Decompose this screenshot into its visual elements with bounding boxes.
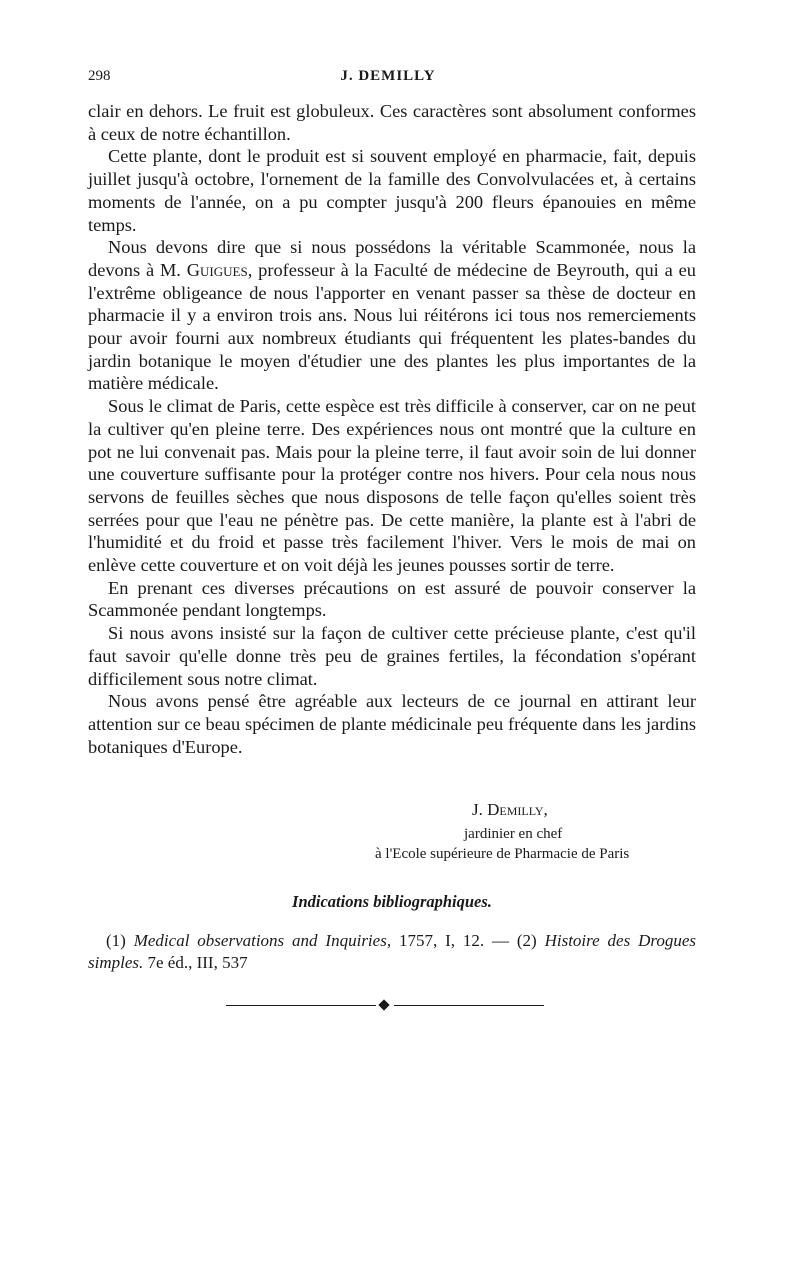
- author-name: J. Demilly,: [472, 800, 548, 819]
- bibliography-title: Indications bibliographiques.: [292, 892, 492, 911]
- running-head: J. DEMILLY: [340, 68, 436, 84]
- paragraph-4: Sous le climat de Paris, cette espèce est très difficile à conserver, car on ne peut la cultiver qu'en pleine terre. Des expériences nous ont montré que la culture en pot ne lui convenait pas. Mais pour la pleine terre, il faut avoir soin de lui donner une couverture suffisante pour la protéger contre nos hivers. Pour cela nous nous servons de feuilles sèches que nous disposons de telle façon qu'elles soient très serrées pour que l'eau ne pénètre pas. De cette manière, la plante est à l'abri de l'humidité et du froid et passe très facilement l'hiver. Vers le mois de mai on enlève cette couverture et on voit déjà les jeunes pousses sortir de terre.: [88, 396, 696, 576]
- ref-1-details: 1757, I, 12. —: [391, 931, 517, 950]
- page-header: [88, 68, 688, 92]
- page-number: 298: [88, 68, 111, 84]
- paragraph-7: Nous avons pensé être agréable aux lecteurs de ce journal en attirant leur attention sur ce beau spécimen de plante médicinale peu fréquente dans les jardins botaniques d'Europe.: [88, 691, 696, 757]
- ornament-rule-left: [226, 1005, 376, 1006]
- bibliography-references: [88, 930, 696, 974]
- ref-1-number: (1): [106, 931, 126, 950]
- ornament-rule-right: [394, 1005, 544, 1006]
- paragraph-1: clair en dehors. Le fruit est globuleux. Ces caractères sont absolument conformes à ceux de notre échantillon.: [88, 101, 696, 144]
- author-affiliation: à l'Ecole supérieure de Pharmacie de Paris: [375, 846, 630, 862]
- ref-2-number: (2): [516, 931, 537, 950]
- author-role: jardinier en chef: [464, 826, 563, 842]
- ref-1-title: Medical observations and Inquiries,: [133, 931, 392, 950]
- body-text: [88, 100, 696, 758]
- paragraph-3-start: Nous devons dire que si nous possédons la véritable Scammonée, nous la devons à M.: [88, 237, 696, 280]
- person-name: Guigues: [186, 259, 248, 280]
- paragraph-6: Si nous avons insisté sur la façon de cultiver cette précieuse plante, c'est qu'il faut savoir qu'elle donne très peu de graines fertiles, la fécondation s'opérant difficilement sous notre climat.: [88, 623, 696, 689]
- diamond-icon: [378, 999, 389, 1010]
- paragraph-2: Cette plante, dont le produit est si souvent employé en pharmacie, fait, depuis juillet jusqu'à octobre, l'ornement de la famille des Convolvulacées et, à certains moments de l'année, on a pu compter jusqu'à 200 fleurs épanouies en même temps.: [88, 146, 696, 235]
- paragraph-3-end: , professeur à la Faculté de médecine de Beyrouth, qui a eu l'extrême obligeance de nous l'apporter en venant passer sa thèse de docteur en pharmacie il y a environ trois ans. Nous lui réitérons ici tous nos remerciements pour avoir fourni aux nombreux étudiants qui fréquentent les plates-bandes du jardin botanique le moyen d'étudier une des plantes les plus importantes de la matière médicale.: [88, 259, 696, 394]
- ref-2-details: 7e éd., III, 537: [143, 953, 248, 972]
- paragraph-3: [88, 236, 696, 395]
- ref-2-title: Histoire des Drogues simples.: [88, 931, 697, 972]
- end-ornament: [226, 996, 544, 1014]
- paragraph-5: En prenant ces diverses précautions on est assuré de pouvoir conserver la Scammonée pendant longtemps.: [88, 577, 696, 621]
